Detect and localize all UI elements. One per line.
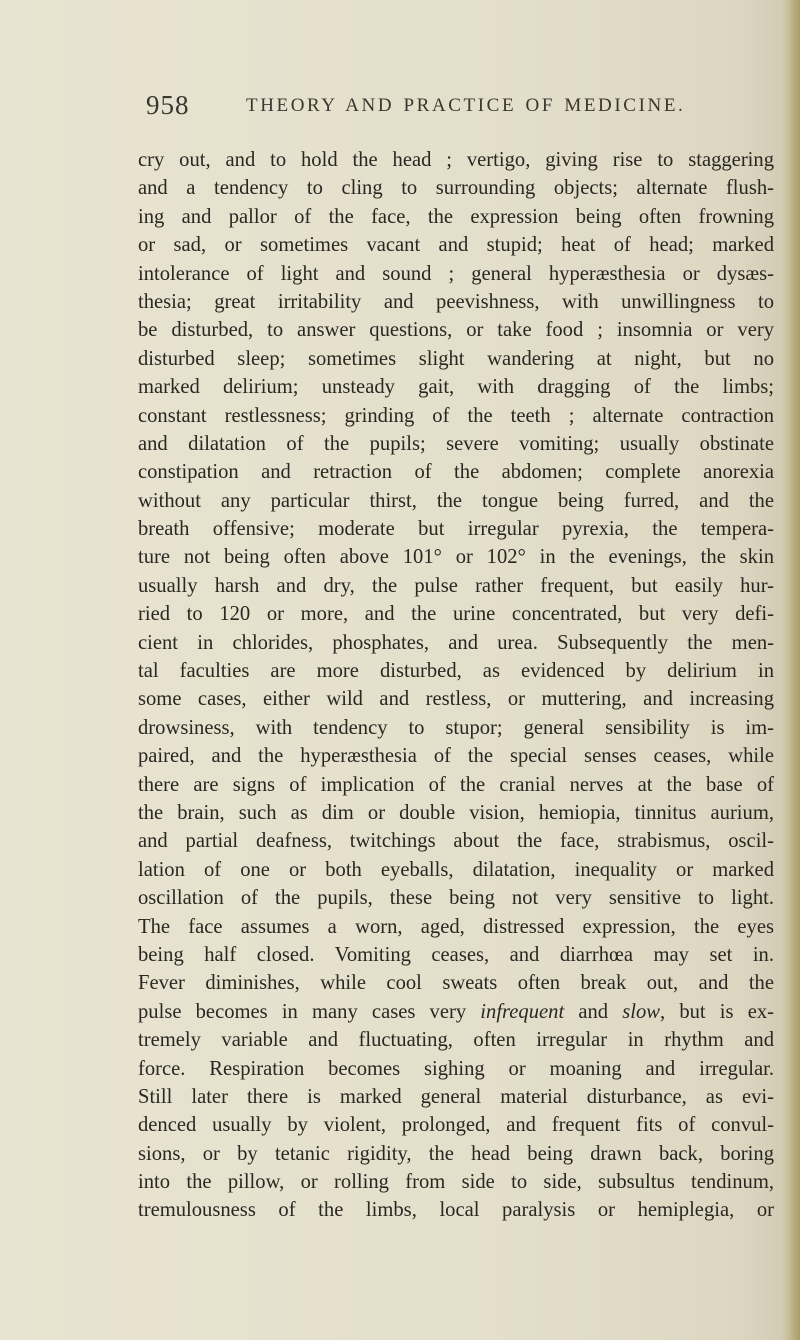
- text-line: tal faculties are more disturbed, as evidenced by delirium in: [138, 660, 774, 683]
- text-line: intolerance of light and sound ; general hyperæsthesia or dysæs-: [138, 262, 774, 285]
- body-text: [138, 146, 774, 1225]
- text-line: usually harsh and dry, the pulse rather frequent, but easily hur-: [138, 574, 774, 597]
- text-line-with-italics: [138, 998, 774, 1026]
- page-header: [146, 90, 766, 130]
- text-line: cry out, and to hold the head ; vertigo, giving rise to staggering: [138, 149, 774, 171]
- text-line: drowsiness, with tendency to stupor; general sensibility is im-: [138, 716, 774, 739]
- running-head: THEORY AND PRACTICE OF MEDICINE.: [246, 95, 686, 116]
- text-line: constant restlessness; grinding of the teeth ; alternate contraction: [138, 404, 774, 427]
- text-line: and dilatation of the pupils; severe vomiting; usually obstinate: [138, 432, 774, 455]
- page-number: 958: [146, 90, 190, 120]
- text-line: paired, and the hyperæsthesia of the special senses ceases, while: [138, 745, 774, 768]
- text-line: and partial deafness, twitchings about the face, strabismus, oscil-: [138, 830, 774, 853]
- text-line: The face assumes a worn, aged, distressed expression, the eyes: [138, 915, 774, 938]
- text-line: and a tendency to cling to surrounding objects; alternate flush-: [138, 177, 774, 200]
- text-line: thesia; great irritability and peevishness, with unwillingness to: [138, 290, 774, 313]
- text-line: Fever diminishes, while cool sweats often break out, and the: [138, 972, 774, 995]
- text-line: being half closed. Vomiting ceases, and diarrhœa may set in.: [138, 943, 774, 966]
- text-line: some cases, either wild and restless, or muttering, and increasing: [138, 688, 774, 711]
- text-line: denced usually by violent, prolonged, and frequent fits of convul-: [138, 1114, 774, 1137]
- page-edge-shadow: [782, 0, 800, 1340]
- text-line: cient in chlorides, phosphates, and urea. Subsequently the men-: [138, 631, 774, 654]
- text-span: and: [564, 1000, 623, 1023]
- text-line: be disturbed, to answer questions, or take food ; insomnia or very: [138, 319, 774, 342]
- text-line: lation of one or both eyeballs, dilatation, inequality or marked: [138, 858, 774, 881]
- text-line: marked delirium; unsteady gait, with dragging of the limbs;: [138, 376, 774, 399]
- text-line: disturbed sleep; sometimes slight wandering at night, but no: [138, 347, 774, 370]
- text-line: sions, or by tetanic rigidity, the head being drawn back, boring: [138, 1142, 774, 1165]
- italic-word: slow: [622, 1000, 661, 1023]
- text-line: Still later there is marked general material disturbance, as evi-: [138, 1085, 774, 1108]
- text-span: pulse becomes in many cases very: [138, 1000, 481, 1023]
- italic-word: infrequent: [480, 1000, 565, 1023]
- text-span: , but is ex-: [660, 1000, 774, 1023]
- text-line: ture not being often above 101° or 102° in the evenings, the skin: [138, 546, 774, 569]
- text-line: tremely variable and fluctuating, often irregular in rhythm and: [138, 1029, 774, 1052]
- text-line: ing and pallor of the face, the expression being often frowning: [138, 205, 774, 228]
- text-line: or sad, or sometimes vacant and stupid; heat of head; marked: [138, 234, 774, 257]
- text-line: ried to 120 or more, and the urine concentrated, but very defi-: [138, 603, 774, 626]
- text-line: the brain, such as dim or double vision, hemiopia, tinnitus aurium,: [138, 801, 774, 824]
- text-line: oscillation of the pupils, these being not very sensitive to light.: [138, 887, 774, 910]
- text-line: constipation and retraction of the abdomen; complete anorexia: [138, 461, 774, 484]
- text-line: into the pillow, or rolling from side to side, subsultus tendinum,: [138, 1171, 774, 1194]
- text-line: there are signs of implication of the cranial nerves at the base of: [138, 773, 774, 796]
- text-line: without any particular thirst, the tongue being furred, and the: [138, 489, 774, 512]
- text-line: force. Respiration becomes sighing or moaning and irregular.: [138, 1057, 774, 1080]
- text-line: tremulousness of the limbs, local paralysis or hemiplegia, or: [138, 1199, 774, 1222]
- text-line: breath offensive; moderate but irregular pyrexia, the tempera-: [138, 518, 774, 541]
